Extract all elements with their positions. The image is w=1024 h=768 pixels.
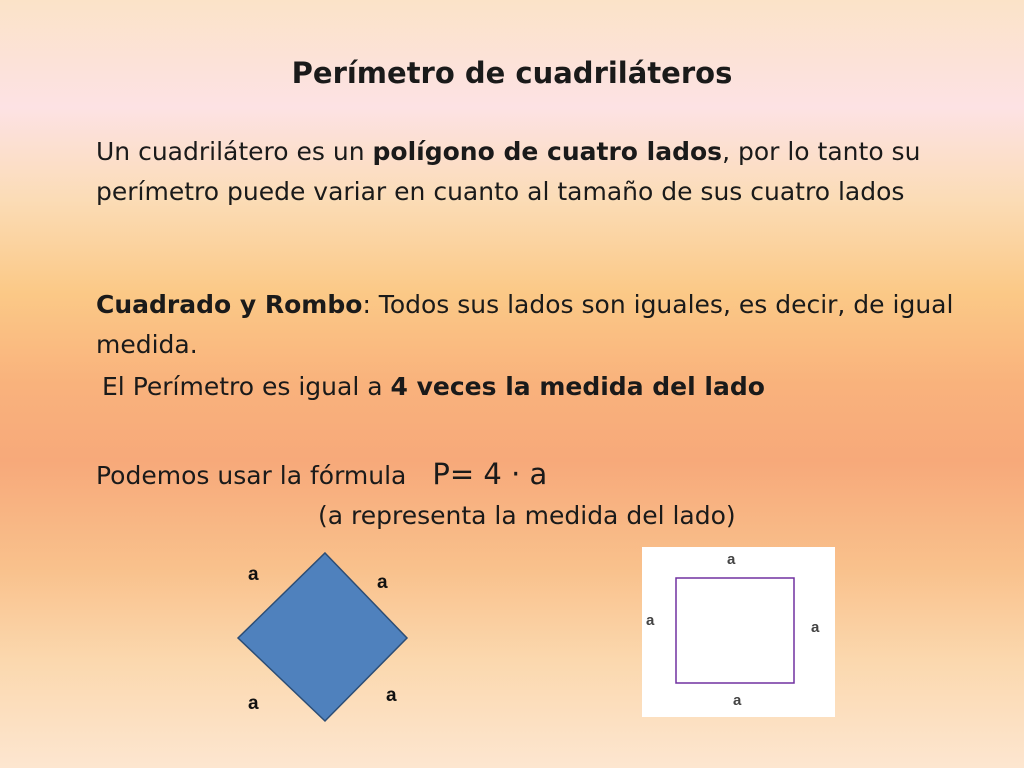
formula-note: (a representa la medida del lado)	[318, 501, 736, 530]
formula-line	[96, 454, 976, 496]
slide-title: Perímetro de cuadriláteros	[291, 56, 733, 90]
square-rhombus-text: : Todos sus lados son iguales, es decir, de igual medida.	[96, 290, 954, 359]
perimeter-rule-bold: 4 veces la medida del lado	[390, 372, 765, 401]
square-figure	[642, 547, 835, 717]
intro-text-1: Un cuadrilátero es un	[96, 137, 373, 166]
square-label-left: a	[646, 612, 655, 629]
square-label-right: a	[811, 619, 820, 636]
perimeter-rule-text: El Perímetro es igual a	[102, 372, 391, 401]
formula-expression: P= 4 · a	[432, 457, 548, 491]
formula-text: Podemos usar la fórmula	[96, 461, 407, 490]
intro-text-2: , por lo tanto su perímetro puede variar en cuanto al tamaño de sus cuatro lados	[96, 137, 921, 206]
rhombus-label-bottom-left: a	[248, 693, 259, 714]
perimeter-rule	[102, 367, 982, 407]
square-shape	[676, 578, 794, 683]
rhombus-figure	[230, 550, 420, 725]
square-rhombus-paragraph	[96, 285, 976, 365]
intro-bold: polígono de cuatro lados	[372, 137, 723, 166]
rhombus-label-top-right: a	[377, 572, 388, 593]
rhombus-label-bottom-right: a	[386, 685, 397, 706]
square-label-top: a	[727, 551, 736, 568]
square-rhombus-bold: Cuadrado y Rombo	[96, 290, 363, 319]
intro-paragraph	[96, 132, 976, 212]
rhombus-label-top-left: a	[248, 564, 259, 585]
square-label-bottom: a	[733, 692, 742, 709]
